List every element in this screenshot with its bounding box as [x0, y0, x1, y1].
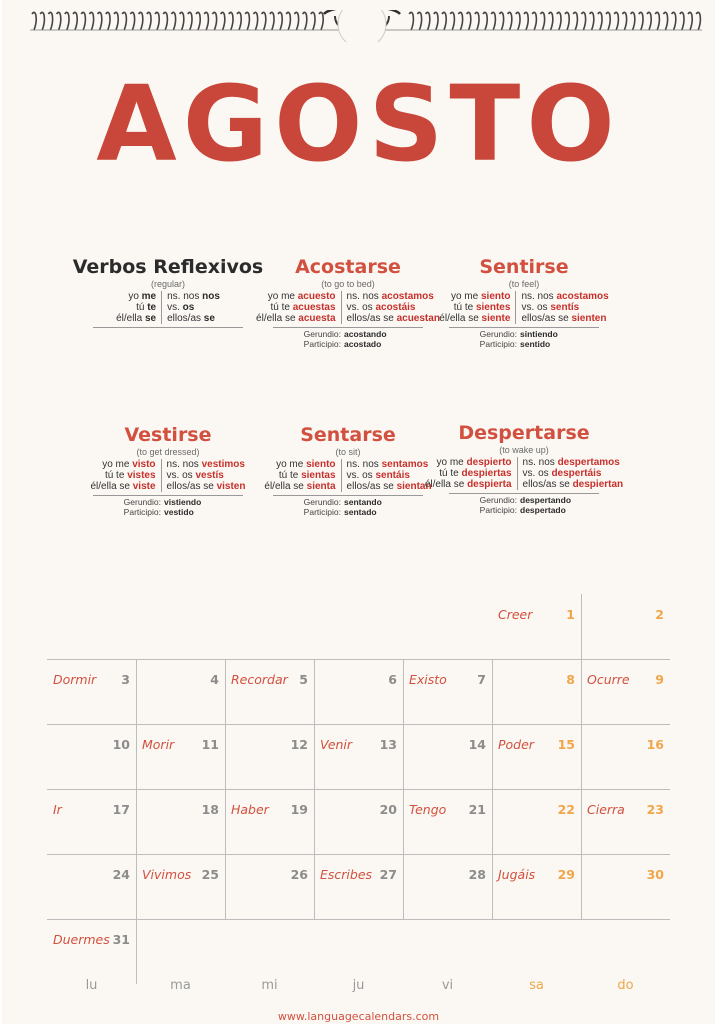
weekday-label: ju [352, 978, 365, 993]
conjugation-singular: tú te sientas [278, 469, 336, 481]
conjugation-singular: él/ella se siente [439, 312, 511, 324]
verb-gloss: (to get dressed) [136, 446, 200, 457]
participio-row: Participio: sentado [303, 506, 377, 517]
gerundio-row: Gerundio: acostando [303, 328, 387, 339]
day-number: 4 [210, 672, 219, 687]
conjugation-singular: tú te sientes [453, 301, 511, 313]
calendar-day[interactable] [581, 789, 670, 854]
calendar-day[interactable] [314, 724, 403, 789]
calendar-day[interactable] [581, 854, 670, 919]
grid-line [47, 724, 670, 725]
verb-title: Sentarse [300, 424, 396, 446]
day-number: 19 [290, 802, 308, 817]
calendar-grid [47, 0, 671, 1024]
calendar-day[interactable] [492, 724, 581, 789]
day-number: 12 [290, 737, 308, 752]
calendar-day[interactable] [47, 724, 136, 789]
day-number: 3 [121, 672, 130, 687]
day-number: 28 [468, 867, 486, 882]
conjugation-singular: él/ella se sienta [264, 480, 336, 492]
conjugation-singular: tú te [136, 301, 157, 313]
calendar-day[interactable] [225, 789, 314, 854]
day-number: 18 [201, 802, 219, 817]
calendar-day[interactable] [136, 789, 225, 854]
gerundio-row: Gerundio: sentando [303, 496, 382, 507]
conjugation-plural: vs. os [167, 301, 195, 313]
day-number: 25 [201, 867, 219, 882]
day-word: Poder [498, 737, 534, 752]
day-number: 27 [379, 867, 397, 882]
conjugation-plural: vs. os sentáis [346, 469, 410, 481]
calendar-day[interactable] [581, 594, 670, 659]
day-number: 23 [646, 802, 664, 817]
calendar-day[interactable] [403, 789, 492, 854]
verb-gloss: (to go to bed) [321, 278, 375, 289]
calendar-day[interactable] [581, 659, 670, 724]
conjugation-plural: vs. os sentís [521, 301, 580, 313]
weekday-label: lu [85, 978, 98, 993]
conjugation-plural: ns. nos despertamos [522, 456, 620, 468]
day-number: 1 [566, 607, 575, 622]
day-word: Ir [53, 802, 62, 817]
conjugation-plural: vs. os vestís [166, 469, 224, 481]
calendar-day[interactable] [314, 854, 403, 919]
day-word: Haber [231, 802, 269, 817]
gerundio-row: Gerundio: vistiendo [123, 496, 202, 507]
conjugation-singular: yo me acuesto [267, 290, 336, 302]
verb-title: Sentirse [479, 256, 569, 278]
day-number: 24 [112, 867, 130, 882]
day-number: 2 [655, 607, 664, 622]
verb-gloss: (regular) [150, 278, 185, 289]
day-number: 7 [477, 672, 486, 687]
day-word: Jugáis [498, 867, 536, 882]
gerundio-row: Gerundio: despertando [479, 494, 572, 505]
day-number: 13 [379, 737, 397, 752]
calendar-page [2, 0, 715, 1024]
weekday-label: do [617, 978, 634, 993]
day-number: 20 [379, 802, 397, 817]
weekday-label: vi [441, 978, 454, 993]
conjugation-singular: él/ella se acuesta [256, 312, 336, 324]
day-number: 8 [566, 672, 575, 687]
verb-title: Verbos Reflexivos [72, 256, 264, 278]
grid-line [136, 919, 137, 984]
calendar-day[interactable] [403, 659, 492, 724]
day-number: 6 [388, 672, 397, 687]
day-number: 17 [112, 802, 130, 817]
conjugation-plural: ellos/as se despiertan [522, 478, 624, 490]
day-number: 30 [646, 867, 664, 882]
day-number: 26 [290, 867, 308, 882]
day-word: Recordar [231, 672, 288, 687]
conjugation-singular: él/ella se viste [90, 480, 156, 492]
day-word: Creer [498, 607, 533, 622]
calendar-day[interactable] [47, 919, 136, 984]
conjugation-singular: tú te acuestas [270, 301, 336, 313]
conjugation-singular: él/ella se despierta [424, 478, 512, 490]
verb-gloss: (to wake up) [499, 444, 549, 455]
day-word: Morir [142, 737, 175, 752]
day-number: 29 [557, 867, 575, 882]
calendar-day[interactable] [136, 854, 225, 919]
day-word: Tengo [409, 802, 447, 817]
calendar-day[interactable] [492, 854, 581, 919]
calendar-day[interactable] [492, 789, 581, 854]
conjugation-singular: tú te vistes [104, 469, 156, 481]
day-word: Cierra [587, 802, 625, 817]
day-number: 9 [655, 672, 664, 687]
verb-title: Acostarse [295, 256, 401, 278]
conjugation-plural: ellos/as se sienten [521, 312, 607, 324]
weekday-label: ma [170, 978, 191, 993]
conjugation-plural: vs. os despertáis [522, 467, 602, 479]
day-word: Dormir [53, 672, 97, 687]
day-word: Existo [409, 672, 447, 687]
conjugation-plural: ellos/as se sientan [346, 480, 432, 492]
day-number: 5 [299, 672, 308, 687]
conjugation-plural: ns. nos vestimos [166, 458, 245, 470]
calendar-day[interactable] [492, 659, 581, 724]
day-number: 15 [557, 737, 575, 752]
participio-row: Participio: vestido [123, 506, 194, 517]
participio-row: Participio: acostado [303, 338, 382, 349]
day-word: Vivimos [142, 867, 192, 882]
day-number: 31 [112, 932, 130, 947]
website-footer[interactable]: www.languagecalendars.com [277, 1010, 440, 1023]
grid-line [225, 659, 226, 919]
grid-line [492, 659, 493, 919]
conjugation-plural: ns. nos sentamos [346, 458, 429, 470]
calendar-day[interactable] [492, 594, 581, 659]
conjugation-singular: yo me visto [102, 458, 156, 470]
calendar-day[interactable] [225, 659, 314, 724]
calendar-day[interactable] [47, 854, 136, 919]
month-title: AGOSTO [96, 63, 621, 185]
conjugation-plural: ellos/as se [167, 312, 215, 324]
grid-line [47, 919, 670, 920]
day-word: Ocurre [587, 672, 630, 687]
calendar-day[interactable] [403, 854, 492, 919]
calendar-day[interactable] [403, 724, 492, 789]
verb-gloss: (to sit) [335, 446, 361, 457]
grid-line [403, 659, 404, 919]
calendar-day[interactable] [314, 659, 403, 724]
conjugation-plural: ns. nos acostamos [521, 290, 609, 302]
conjugation-plural: ns. nos acostamos [346, 290, 434, 302]
calendar-day[interactable] [225, 724, 314, 789]
conjugation-plural: ns. nos nos [167, 290, 220, 302]
day-number: 11 [201, 737, 219, 752]
conjugation-singular: tú te despiertas [439, 467, 512, 479]
participio-row: Participio: despertado [479, 504, 566, 515]
calendar-day[interactable] [314, 789, 403, 854]
day-number: 16 [646, 737, 664, 752]
conjugation-singular: él/ella se [116, 312, 157, 324]
calendar-day[interactable] [136, 724, 225, 789]
day-number: 22 [557, 802, 575, 817]
day-word: Duermes [53, 932, 110, 947]
day-number: 10 [112, 737, 130, 752]
conjugation-plural: ellos/as se acuestan [346, 312, 440, 324]
grid-line [47, 854, 670, 855]
conjugation-singular: yo me siento [276, 458, 336, 470]
day-number: 14 [468, 737, 486, 752]
calendar-day[interactable] [581, 724, 670, 789]
calendar-day[interactable] [225, 854, 314, 919]
conjugation-singular: yo me despierto [436, 456, 512, 468]
grid-line [47, 659, 670, 660]
participio-row: Participio: sentido [479, 338, 551, 349]
weekday-label: sa [529, 978, 544, 993]
gerundio-row: Gerundio: sintiendo [479, 328, 558, 339]
day-number: 21 [468, 802, 486, 817]
grid-line [47, 789, 670, 790]
conjugation-singular: yo me [128, 290, 157, 302]
grid-line [581, 594, 582, 659]
conjugation-plural: ellos/as se visten [166, 480, 246, 492]
grid-line [136, 659, 137, 919]
verb-gloss: (to feel) [508, 278, 540, 289]
calendar-day[interactable] [47, 789, 136, 854]
grid-line [314, 659, 315, 919]
weekday-label: mi [261, 978, 278, 993]
verb-title: Vestirse [124, 424, 212, 446]
grid-line [581, 659, 582, 919]
calendar-day[interactable] [47, 659, 136, 724]
conjugation-singular: yo me siento [450, 290, 511, 302]
calendar-day[interactable] [136, 659, 225, 724]
day-word: Venir [320, 737, 353, 752]
conjugation-plural: vs. os acostáis [346, 301, 416, 313]
day-word: Escribes [320, 867, 373, 882]
verb-title: Despertarse [458, 422, 590, 444]
